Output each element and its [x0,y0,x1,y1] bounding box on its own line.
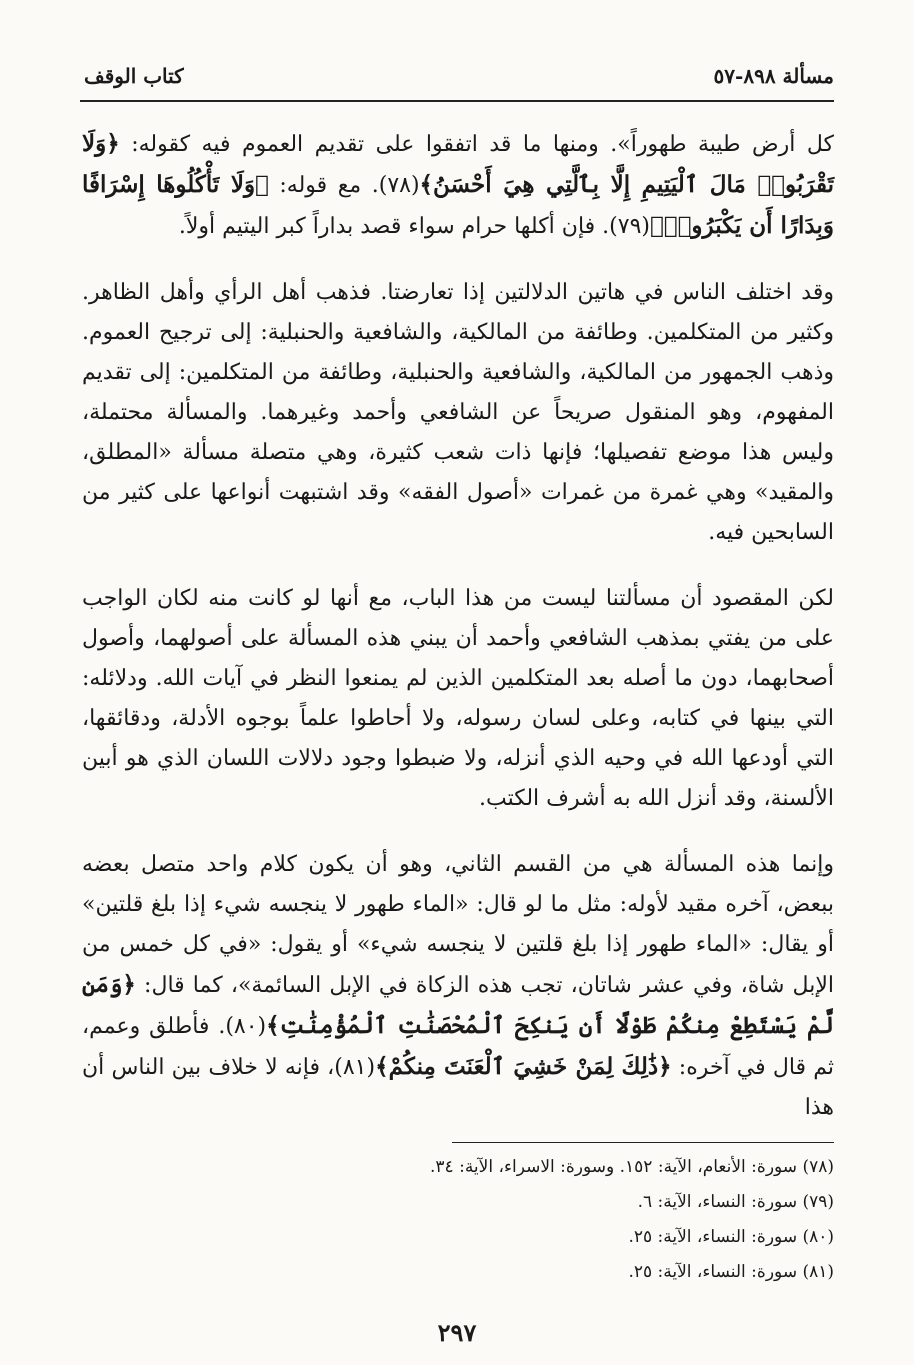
header-book-title: كتاب الوقف [84,64,184,88]
text-run: وقد اختلف الناس في هاتين الدلالتين إذا تعارضتا. فذهب أهل الرأي وأهل الظاهر. وكثير من المتكلمين. وطائفة من المالكية، والشافعية والحنبلية: إلى ترجيح العموم. وذهب الجمهور من المالكية، والشافعية والحنبلية، وطائفة من المتكلمين: إلى تقديم المفهوم، وهو المنقول صريحاً عن الشافعي وأحمد وغيرهما. والمسألة محتملة، وليس هذا موضع تفصيلها؛ فإنها ذات شعب كثيرة، وهي متصلة مسألة «المطلق، والمقيد» وهي غمرة من غمرات «أصول الفقه» وقد اشتبهت أنواعها على كثير من السابحين فيه. [82,280,834,545]
text-run: (٧٩). فإن أكلها حرام سواء قصد بداراً كبر اليتيم أولاً. [178,214,650,239]
header-issue-number: مسألة ٨٩٨-٥٧ [713,64,834,88]
page-number: ٢٩٧ [437,1318,477,1347]
text-run: كل أرض طيبة طهوراً». ومنها ما قد اتفقوا على تقديم العموم فيه كقوله: [119,132,834,157]
footnotes [200,1150,834,1290]
header-divider [80,100,834,102]
paragraph-3 [82,579,834,819]
main-text [82,124,834,1128]
footnote-80: (٨٠) سورة: النساء، الآية: ٢٥. [628,1227,834,1247]
footnote-79: (٧٩) سورة: النساء، الآية: ٦. [637,1192,834,1212]
text-run: (٨١)، فإنه لا خلاف بين الناس أن هذا [82,1055,834,1120]
quran-verse: ﴿وَلَا تَأْكُلُوهَا إِسْرَافًا وَبِدَارًا أَن يَكْبَرُوا۟﴾ [82,171,834,239]
quran-verse: ﴿وَلَا تَقْرَبُوا۟ مَالَ ٱلْيَتِيمِ إِلَّا بِٱلَّتِي هِيَ أَحْسَنُ﴾ [82,130,834,198]
text-run: (٨٠). فأطلق وعمم، ثم قال في آخره: [82,1014,834,1080]
text-run: وإنما هذه المسألة هي من القسم الثاني، وهو أن يكون كلام واحد متصل بعضه ببعض، آخره مقيد لأوله: مثل ما لو قال: «الماء طهور لا ينجسه شيء إذا بلغ قلتين» أو يقال: «الماء طهور إذا بلغ قلتين لا ينجسه شيء» أو يقول: «في كل خمس من الإبل شاة، وفي عشر شاتان، تجب هذه الزكاة في الإبل السائمة»، كما قال: [82,852,834,998]
paragraph-4 [82,845,834,1128]
paragraph-2 [82,273,834,553]
quran-verse: ﴿وَمَن لَّمْ يَسْتَطِعْ مِنكُمْ طَوْلًا أَن يَنكِحَ ٱلْمُحْصَنَٰتِ ٱلْمُؤْمِنَٰتِ﴾ [82,971,834,1039]
footnote-78: (٧٨) سورة: الأنعام، الآية: ١٥٢. وسورة: الاسراء، الآية: ٣٤. [430,1157,834,1177]
text-run: (٧٨). مع قوله: [268,173,420,198]
footnote-divider [452,1142,834,1143]
paragraph-1 [82,124,834,247]
quran-verse: ﴿ذَٰلِكَ لِمَنْ خَشِيَ ٱلْعَنَتَ مِنكُمْ﴾ [375,1053,672,1080]
text-run: لكن المقصود أن مسألتنا ليست من هذا الباب، مع أنها لو كانت منه لكان الواجب على من يفتي بمذهب الشافعي وأحمد أن يبني هذه المسألة على أصولهما، وأصول أصحابهما، دون ما أصله بعد المتكلمين الذين لم يمنعوا النظر في آيات الله. ودلائله: التي بينها في كتابه، وعلى لسان رسوله، ولا أحاطوا علماً بوجوه الأدلة، ودقائقها، التي أودعها الله في وحيه الذي أنزله، ولا ضبطوا وجود دلالات اللسان الذي هو أبين الألسنة، وقد أنزل الله به أشرف الكتب. [82,586,834,811]
footnote-81: (٨١) سورة: النساء، الآية: ٢٥. [628,1262,834,1282]
